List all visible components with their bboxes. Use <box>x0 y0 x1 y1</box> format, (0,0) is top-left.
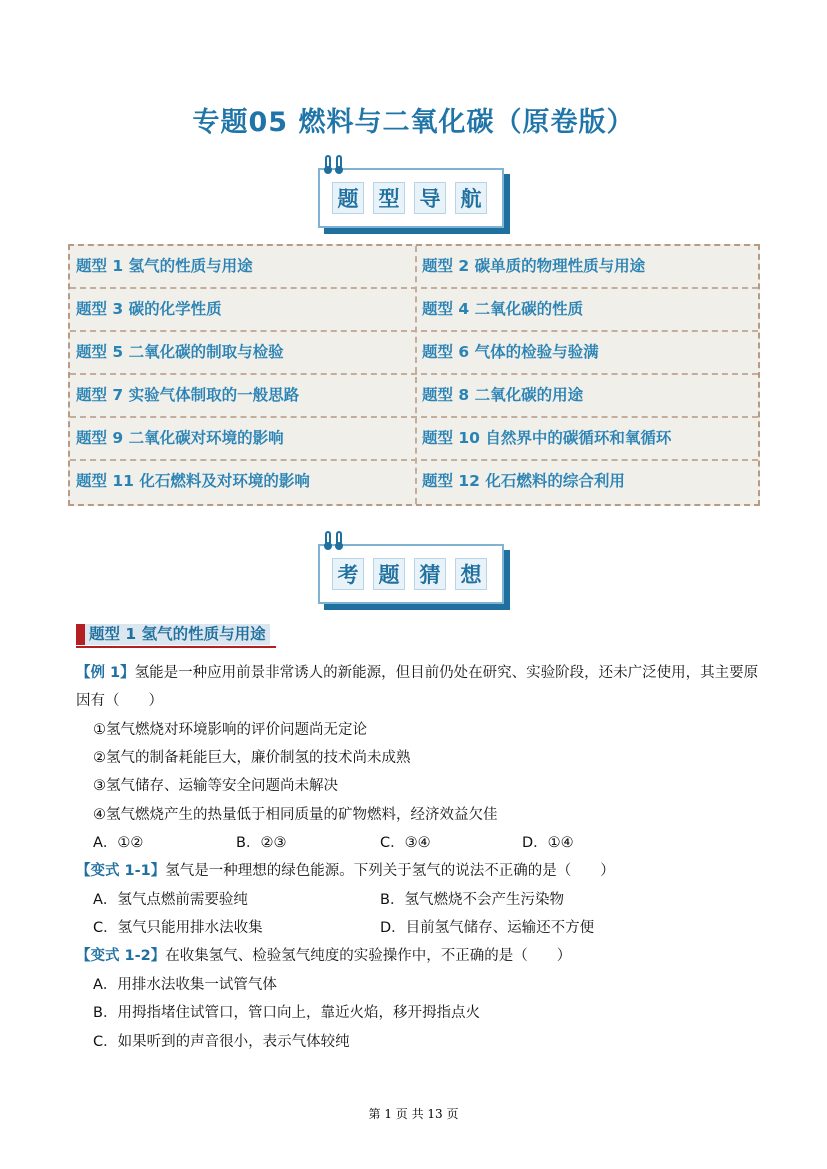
banner-char: 型 <box>373 182 405 214</box>
option: A．用排水法收集一试管气体 <box>93 977 277 993</box>
option: A．氢气点燃前需要验纯 <box>93 892 248 908</box>
variant-tag: 【变式 1-1】 <box>76 863 166 879</box>
topic-row <box>70 461 758 504</box>
page-footer: 第 1 页 共 13 页 <box>368 1107 459 1121</box>
nav-banner <box>318 168 504 228</box>
question-stem: 氢能是一种应用前景非常诱人的新能源，但目前仍处在研究、实验阶段，还未广泛使用，其主要原 <box>134 665 759 681</box>
banner-char: 想 <box>455 558 487 590</box>
option: C．③④ <box>380 835 431 851</box>
question-stem: 在收集氢气、检验氢气纯度的实验操作中，不正确的是（ ） <box>165 948 572 964</box>
example-tag: 【例 1】 <box>76 665 135 681</box>
option: C．如果听到的声音很小，表示气体较纯 <box>93 1034 350 1050</box>
question-stem: 氢气是一种理想的绿色能源。下列关于氢气的说法不正确的是（ ） <box>165 863 615 879</box>
topic-row <box>70 332 758 375</box>
variant-question <box>76 946 571 966</box>
document-title: 专题05 燃料与二氧化碳（原卷版） <box>192 107 635 138</box>
topic-navigation-table <box>68 244 760 506</box>
question-stem-continued: 因有（ ） <box>76 693 163 709</box>
option: D．目前氢气储存、运输还不方便 <box>380 920 595 936</box>
topic-item: 题型 8 二氧化碳的用途 <box>422 386 584 404</box>
topic-item: 题型 12 化石燃料的综合利用 <box>422 472 625 490</box>
guess-banner <box>318 544 504 604</box>
binder-pin-icon <box>335 531 343 551</box>
banner-char: 航 <box>455 182 487 214</box>
option: D．①④ <box>522 835 574 851</box>
statement: ①氢气燃烧对环境影响的评价问题尚无定论 <box>93 722 367 738</box>
topic-item: 题型 4 二氧化碳的性质 <box>422 300 584 318</box>
variant-question <box>76 861 615 881</box>
section-marker <box>76 624 85 645</box>
topic-item: 题型 1 氢气的性质与用途 <box>76 257 253 275</box>
option: B．氢气燃烧不会产生污染物 <box>380 892 564 908</box>
topic-item: 题型 6 气体的检验与验满 <box>422 343 599 361</box>
banner-char: 题 <box>332 182 364 214</box>
option: A．①② <box>93 835 144 851</box>
statement: ②氢气的制备耗能巨大，廉价制氢的技术尚未成熟 <box>93 750 411 766</box>
option: C．氢气只能用排水法收集 <box>93 920 263 936</box>
topic-item: 题型 7 实验气体制取的一般思路 <box>76 386 300 404</box>
statement: ③氢气储存、运输等安全问题尚未解决 <box>93 778 338 794</box>
banner-char: 猜 <box>414 558 446 590</box>
topic-item: 题型 10 自然界中的碳循环和氧循环 <box>422 429 672 447</box>
binder-pin-icon <box>324 531 332 551</box>
topic-row <box>70 375 758 418</box>
option: B．用拇指堵住试管口，管口向上，靠近火焰，移开拇指点火 <box>93 1005 480 1021</box>
topic-item: 题型 9 二氧化碳对环境的影响 <box>76 429 284 447</box>
banner-char: 题 <box>373 558 405 590</box>
topic-item: 题型 2 碳单质的物理性质与用途 <box>422 257 646 275</box>
section-label: 题型 1 氢气的性质与用途 <box>85 624 270 645</box>
topic-row <box>70 289 758 332</box>
banner-char: 导 <box>414 182 446 214</box>
binder-pin-icon <box>324 155 332 175</box>
binder-pin-icon <box>335 155 343 175</box>
example-question <box>76 663 758 683</box>
banner-char: 考 <box>332 558 364 590</box>
topic-row <box>70 418 758 461</box>
topic-item: 题型 11 化石燃料及对环境的影响 <box>76 472 310 490</box>
topic-row <box>70 246 758 289</box>
topic-item: 题型 5 二氧化碳的制取与检验 <box>76 343 284 361</box>
option: B．②③ <box>236 835 287 851</box>
topic-item: 题型 3 碳的化学性质 <box>76 300 222 318</box>
statement: ④氢气燃烧产生的热量低于相同质量的矿物燃料，经济效益欠佳 <box>93 807 498 823</box>
variant-tag: 【变式 1-2】 <box>76 948 166 964</box>
